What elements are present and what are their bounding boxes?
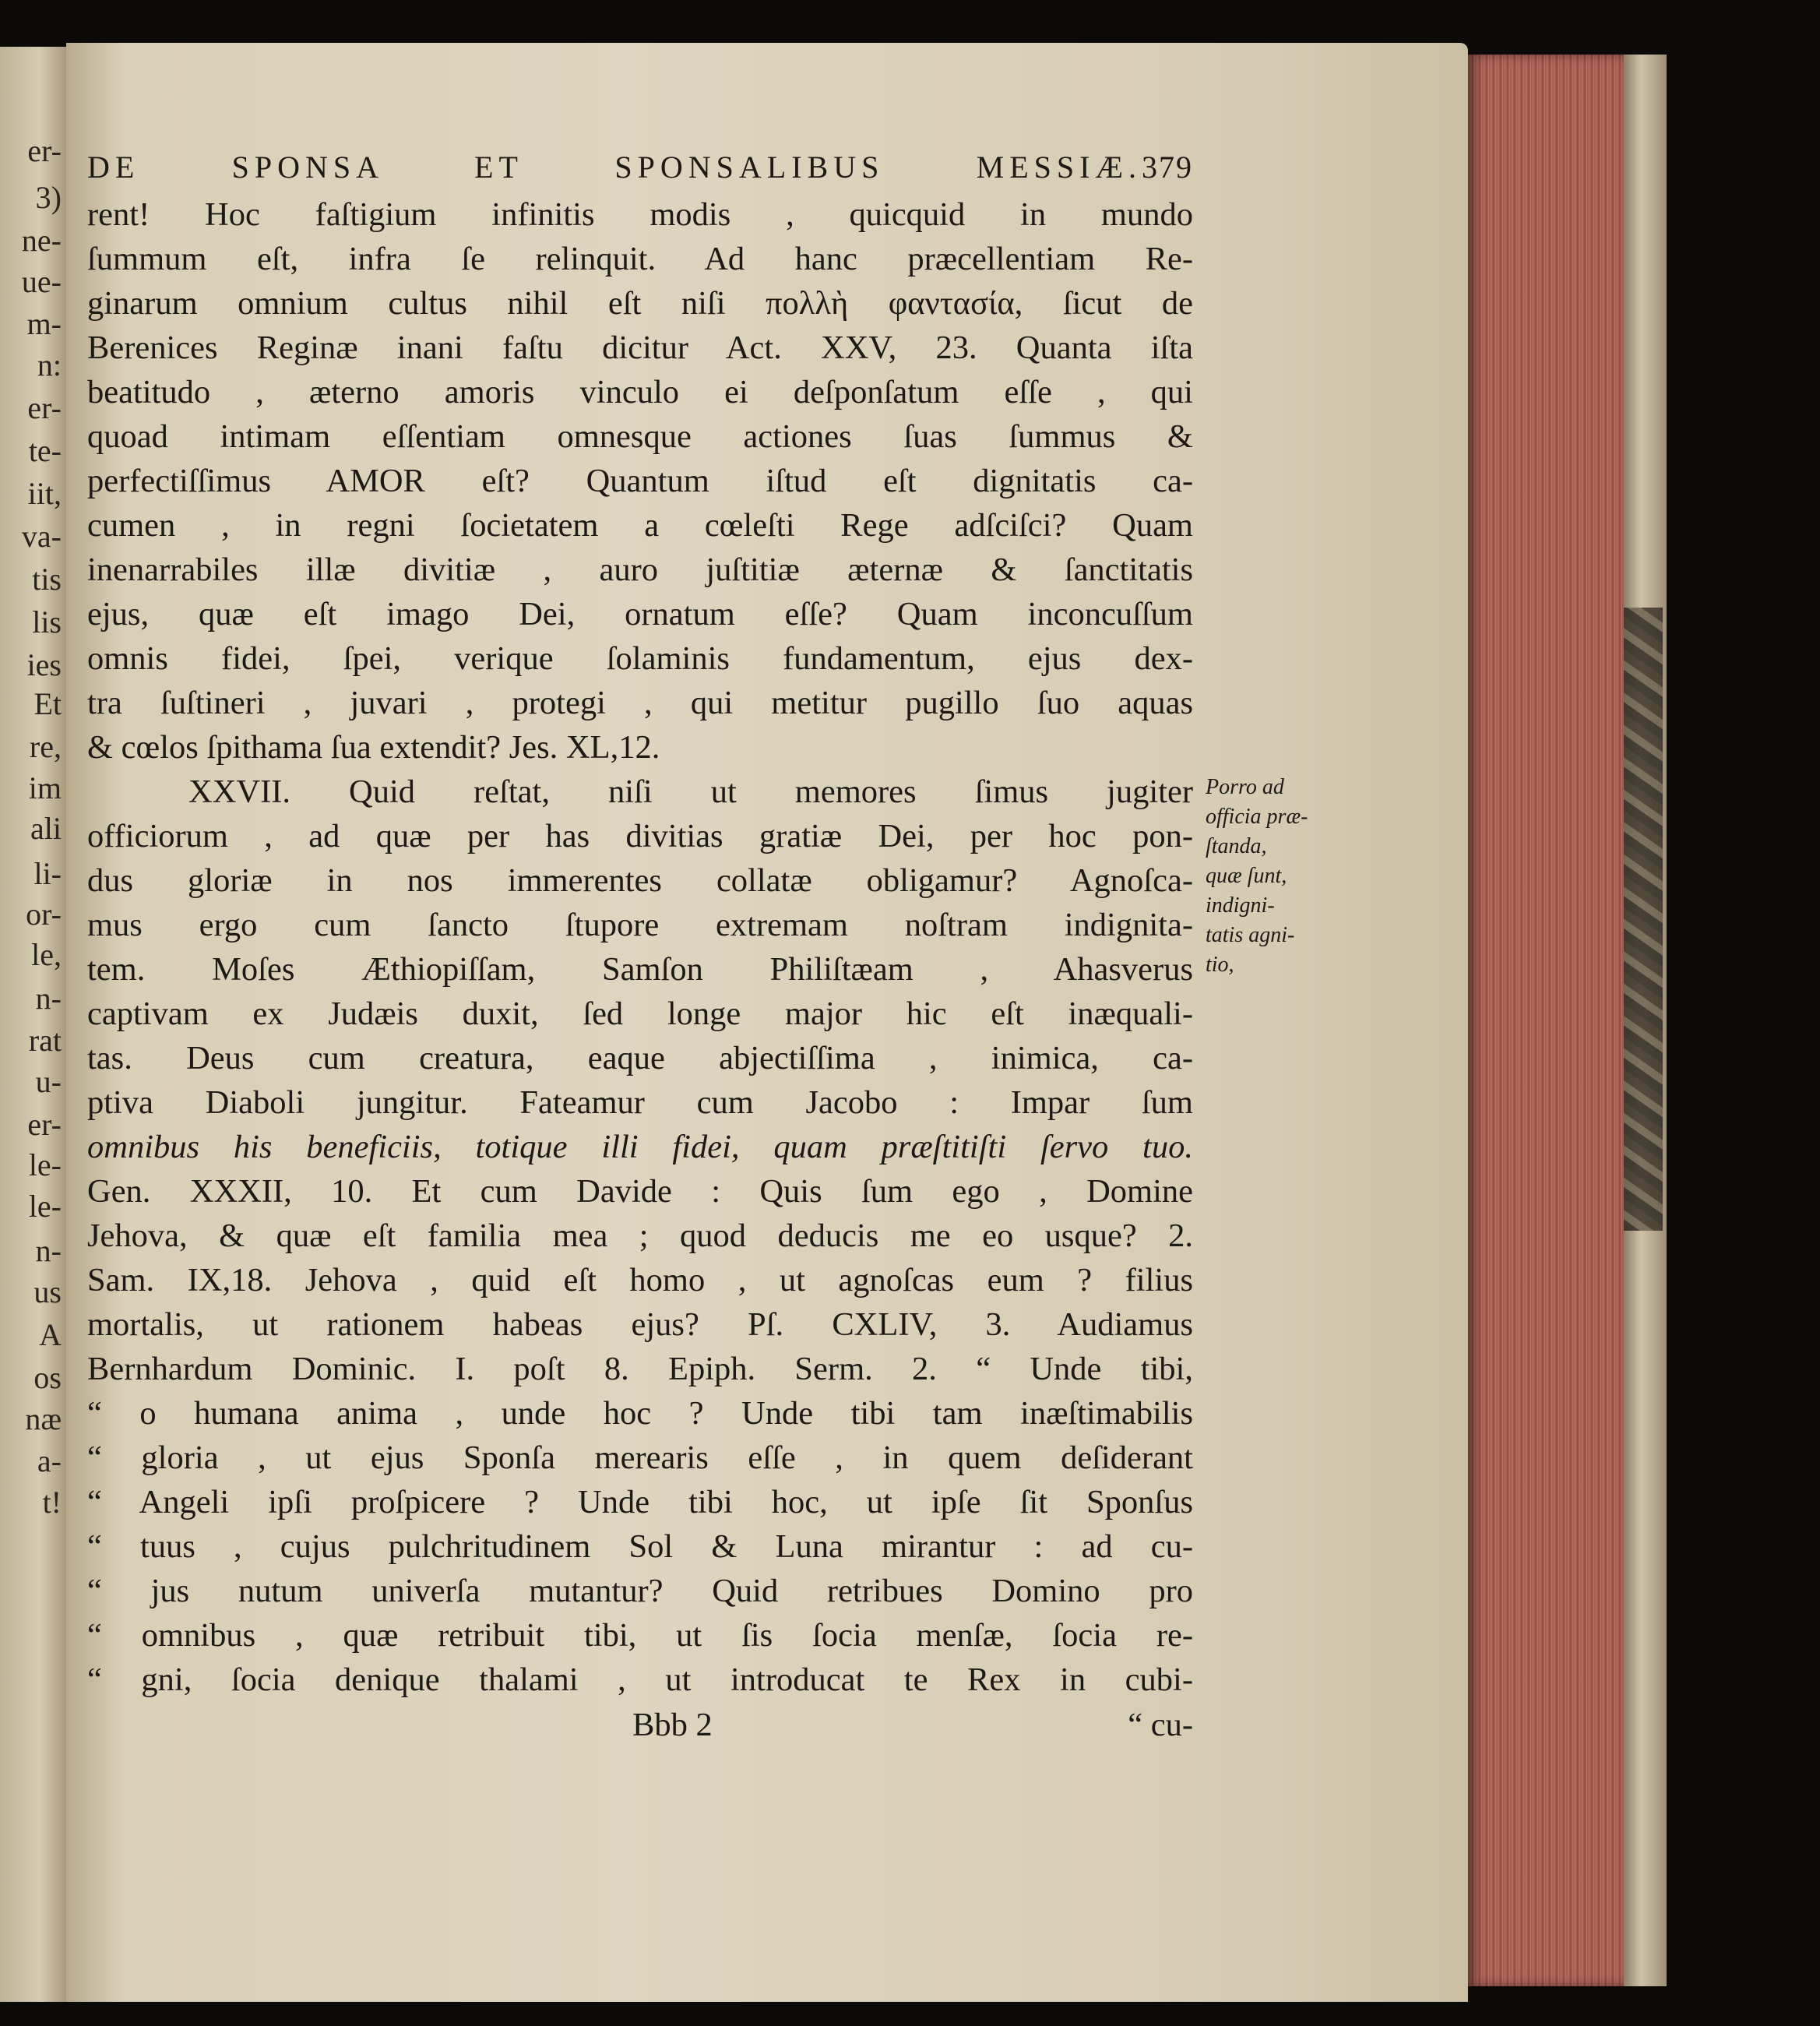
text-line: quoad intimam eſſentiam omnesque actiones ſuas ſummus &	[87, 418, 1193, 455]
margin-line: ſtanda,	[1206, 834, 1267, 858]
text-line: Gen. XXXII, 10. Et cum Davide : Quis ſum ego , Domine	[87, 1173, 1193, 1210]
left-page-fragment: le-	[28, 1147, 62, 1182]
text-line: ptiva Diaboli jungitur. Fateamur cum Jacobo : Impar ſum	[87, 1084, 1193, 1121]
text-line: cumen , in regni ſocietatem a cœleſti Rege adſciſci? Quam	[87, 507, 1193, 544]
section-start-line: XXVII. Quid reſtat, niſi ut memores ſimus jugiter	[188, 773, 1193, 810]
left-page-fragment: næ	[25, 1401, 62, 1436]
text-line: & cœlos ſpithama ſua extendit? Jes. XL,12.	[87, 729, 660, 766]
left-page-edge	[0, 47, 66, 2002]
catchword: “ cu-	[1128, 1707, 1193, 1743]
page-number: 379	[1142, 150, 1193, 185]
left-page-fragment: t!	[42, 1485, 62, 1520]
text-line: ginarum omnium cultus nihil eſt niſi πολλὴ φαντασία, ſicut de	[87, 285, 1193, 322]
text-line: rent! Hoc faſtigium infinitis modis , quicquid in mundo	[87, 196, 1193, 233]
left-page-fragment: a-	[37, 1443, 62, 1478]
left-page-fragment: va-	[21, 519, 62, 554]
left-page-fragment: os	[33, 1360, 62, 1395]
running-header	[87, 144, 1193, 191]
left-page-fragment: ali	[30, 811, 62, 846]
text-line: ejus, quæ eſt imago Dei, ornatum eſſe? Quam inconcuſſum	[87, 596, 1193, 632]
left-page-fragment: or-	[26, 897, 62, 932]
left-page-fragment: er-	[27, 390, 62, 425]
margin-line: quæ ſunt,	[1206, 864, 1287, 888]
left-page-fragment: iit,	[27, 476, 62, 511]
quote-line: “ Angeli ipſi proſpicere ? Unde tibi hoc, ut ipſe ſit Sponſus	[87, 1484, 1193, 1520]
text-line: mus ergo cum ſancto ſtupore extremam noſtram indignita-	[87, 907, 1193, 943]
text-line: Sam. IX,18. Jehova , quid eſt homo , ut agnoſcas eum ? filius	[87, 1262, 1193, 1298]
left-page-fragment: re,	[29, 729, 62, 764]
text-line: omnis fidei, ſpei, verique ſolaminis fundamentum, ejus dex-	[87, 640, 1193, 677]
left-page-fragment: u-	[35, 1064, 62, 1099]
left-page-fragment: m-	[26, 306, 62, 341]
left-page-fragment: us	[33, 1274, 62, 1309]
left-page-fragment: er-	[27, 1107, 62, 1142]
left-page-fragment: ne-	[21, 223, 62, 258]
quote-line: “ tuus , cujus pulchritudinem Sol & Luna mirantur : ad cu-	[87, 1528, 1193, 1565]
text-line: Jehova, & quæ eſt familia mea ; quod deducis me eo usque? 2.	[87, 1217, 1193, 1254]
text-line: mortalis, ut rationem habeas ejus? Pſ. CXLIV, 3. Audiamus	[87, 1306, 1193, 1343]
quote-line: “ gni, ſocia denique thalami , ut introducat te Rex in cubi-	[87, 1661, 1193, 1698]
left-page-fragment: le-	[28, 1189, 62, 1224]
text-line: inenarrabiles illæ divitiæ , auro juſtitiæ æternæ & ſanctitatis	[87, 551, 1193, 588]
text-line: captivam ex Judæis duxit, ſed longe major hic eſt inæquali-	[87, 995, 1193, 1032]
margin-line: tatis agni-	[1206, 923, 1295, 947]
margin-line: officia præ-	[1206, 805, 1308, 829]
left-page-fragment: rat	[28, 1023, 62, 1058]
text-line: officiorum , ad quæ per has divitias gratiæ Dei, per hoc pon-	[87, 818, 1193, 854]
quote-line: “ omnibus , quæ retribuit tibi, ut ſis ſocia menſæ, ſocia re-	[87, 1617, 1193, 1654]
left-page-fragment: tis	[32, 562, 62, 597]
text-line: tra ſuſtineri , juvari , protegi , qui metitur pugillo ſuo aquas	[87, 685, 1193, 721]
page-fore-edge	[1468, 55, 1624, 1986]
left-page-fragment: n-	[35, 1233, 62, 1268]
text-line: Bernhardum Dominic. I. poſt 8. Epiph. Serm. 2. “ Unde tibi,	[87, 1351, 1193, 1387]
left-page-fragment: A	[39, 1317, 62, 1352]
text-line: perfectiſſimus AMOR eſt? Quantum iſtud eſt dignitatis ca-	[87, 463, 1193, 499]
header-title: DE SPONSA ET SPONSALIBUS MESSIÆ.	[87, 150, 1142, 185]
left-page-fragment: n:	[37, 347, 62, 382]
text-line: omnibus his beneficiis, totique illi fidei, quam præſtitiſti ſervo tuo.	[87, 1129, 1193, 1165]
left-page-fragment: ies	[26, 647, 62, 682]
marginal-note	[1206, 773, 1322, 980]
quote-line: “ jus nutum univerſa mutantur? Quid retribues Domino pro	[87, 1573, 1193, 1609]
left-page-fragment: ue-	[21, 264, 62, 299]
left-page-fragment: lis	[32, 604, 62, 640]
text-line: beatitudo , æterno amoris vinculo ei deſponſatum eſſe , qui	[87, 374, 1193, 410]
quote-line: “ gloria , ut ejus Sponſa merearis eſſe , in quem deſiderant	[87, 1439, 1193, 1476]
marbled-cover	[1624, 608, 1663, 1231]
text-line: ſummum eſt, infra ſe relinquit. Ad hanc præcellentiam Re-	[87, 241, 1193, 277]
left-page-fragment: n-	[35, 981, 62, 1016]
left-page-fragment: er-	[27, 133, 62, 168]
margin-line: Porro ad	[1206, 775, 1284, 799]
page-footer	[87, 1702, 1193, 1749]
margin-line: tio,	[1206, 953, 1234, 977]
left-page-fragment: li-	[33, 856, 62, 891]
text-line: tas. Deus cum creatura, eaque abjectiſſima , inimica, ca-	[87, 1040, 1193, 1076]
left-page-fragment: le,	[31, 937, 62, 972]
left-page-fragment: te-	[28, 433, 62, 468]
left-page-fragment: im	[28, 770, 62, 805]
left-page-fragment: 3)	[35, 180, 62, 215]
quote-line: “ o humana anima , unde hoc ? Unde tibi tam inæſtimabilis	[87, 1395, 1193, 1432]
text-line: dus gloriæ in nos immerentes collatæ obligamur? Agnoſca-	[87, 862, 1193, 899]
left-page-fragment: Et	[33, 686, 62, 721]
signature-mark: Bbb 2	[632, 1707, 713, 1743]
margin-line: indigni-	[1206, 893, 1275, 918]
page-text	[87, 144, 1193, 1749]
text-line: tem. Moſes Æthiopiſſam, Samſon Philiſtæam , Ahasverus	[87, 951, 1193, 988]
text-line: Berenices Reginæ inani faſtu dicitur Act. XXV, 23. Quanta iſta	[87, 329, 1193, 366]
